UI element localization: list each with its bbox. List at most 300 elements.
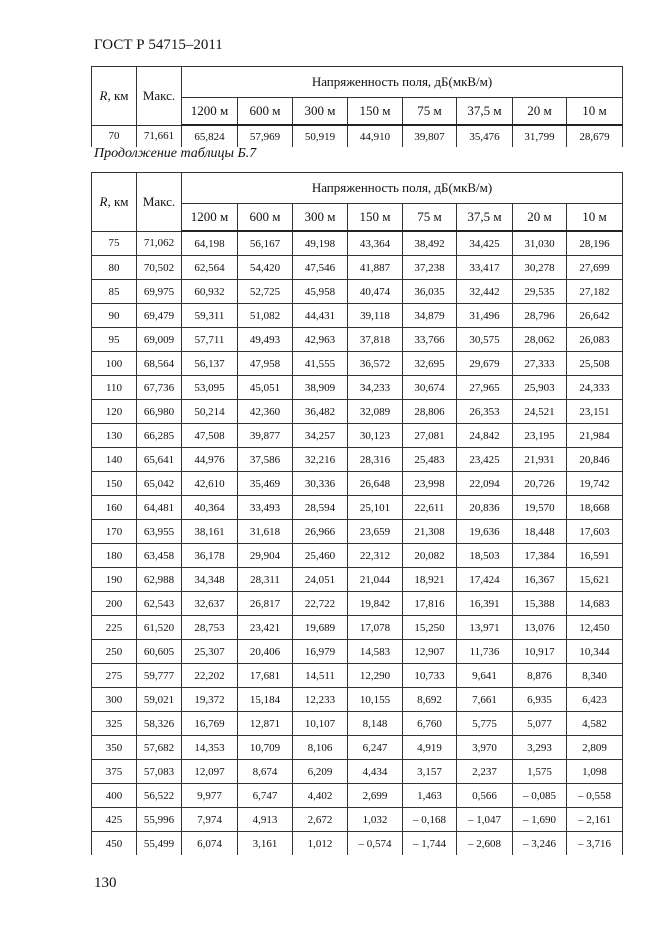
value-cell: 8,876 xyxy=(513,664,567,688)
max-value-cell: 58,326 xyxy=(137,712,182,736)
value-cell: 1,098 xyxy=(567,760,623,784)
column-header-r xyxy=(92,173,137,232)
value-cell: 39,118 xyxy=(348,304,403,328)
value-cell: – 2,161 xyxy=(567,808,623,832)
table-row xyxy=(92,448,623,472)
column-header-height: 10 м xyxy=(567,204,623,232)
value-cell: 18,448 xyxy=(513,520,567,544)
value-cell: 7,661 xyxy=(457,688,513,712)
column-header-r xyxy=(92,67,137,126)
value-cell: 9,977 xyxy=(182,784,238,808)
value-cell: 22,722 xyxy=(293,592,348,616)
distance-cell: 90 xyxy=(92,304,137,328)
value-cell: 28,806 xyxy=(403,400,457,424)
value-cell: 28,062 xyxy=(513,328,567,352)
distance-cell: 85 xyxy=(92,280,137,304)
value-cell: 43,364 xyxy=(348,231,403,256)
max-value-cell: 63,955 xyxy=(137,520,182,544)
value-cell: 45,051 xyxy=(238,376,293,400)
value-cell: 49,493 xyxy=(238,328,293,352)
value-cell: 44,431 xyxy=(293,304,348,328)
max-value-cell: 66,285 xyxy=(137,424,182,448)
value-cell: 4,582 xyxy=(567,712,623,736)
value-cell: 14,683 xyxy=(567,592,623,616)
value-cell: 23,151 xyxy=(567,400,623,424)
max-value-cell: 63,458 xyxy=(137,544,182,568)
value-cell: 34,348 xyxy=(182,568,238,592)
value-cell: 54,420 xyxy=(238,256,293,280)
distance-cell: 190 xyxy=(92,568,137,592)
value-cell: 19,372 xyxy=(182,688,238,712)
value-cell: 21,308 xyxy=(403,520,457,544)
distance-cell: 100 xyxy=(92,352,137,376)
table-row xyxy=(92,231,623,256)
max-value-cell: 68,564 xyxy=(137,352,182,376)
value-cell: – 0,574 xyxy=(348,832,403,856)
value-cell: 16,769 xyxy=(182,712,238,736)
distance-cell: 180 xyxy=(92,544,137,568)
value-cell: 6,747 xyxy=(238,784,293,808)
value-cell: 44,910 xyxy=(348,125,403,147)
table-continuation-title: Продолжение таблицы Б.7 xyxy=(94,146,257,161)
value-cell: 6,247 xyxy=(348,736,403,760)
value-cell: 23,659 xyxy=(348,520,403,544)
value-cell: 19,689 xyxy=(293,616,348,640)
value-cell: 26,966 xyxy=(293,520,348,544)
value-cell: 30,575 xyxy=(457,328,513,352)
value-cell: 32,216 xyxy=(293,448,348,472)
value-cell: 20,836 xyxy=(457,496,513,520)
value-cell: 23,425 xyxy=(457,448,513,472)
value-cell: 32,442 xyxy=(457,280,513,304)
value-cell: 35,476 xyxy=(457,125,513,147)
value-cell: 3,293 xyxy=(513,736,567,760)
value-cell: 14,583 xyxy=(348,640,403,664)
value-cell: 24,333 xyxy=(567,376,623,400)
value-cell: 20,846 xyxy=(567,448,623,472)
column-header-height: 75 м xyxy=(403,204,457,232)
column-header-height: 600 м xyxy=(238,204,293,232)
value-cell: 14,511 xyxy=(293,664,348,688)
table-row xyxy=(92,256,623,280)
value-cell: 23,998 xyxy=(403,472,457,496)
value-cell: – 3,246 xyxy=(513,832,567,856)
value-cell: 12,450 xyxy=(567,616,623,640)
max-value-cell: 65,641 xyxy=(137,448,182,472)
distance-cell: 80 xyxy=(92,256,137,280)
value-cell: 27,965 xyxy=(457,376,513,400)
value-cell: 40,474 xyxy=(348,280,403,304)
max-value-cell: 57,083 xyxy=(137,760,182,784)
value-cell: 25,903 xyxy=(513,376,567,400)
table-row xyxy=(92,784,623,808)
max-value-cell: 59,777 xyxy=(137,664,182,688)
value-cell: 38,161 xyxy=(182,520,238,544)
value-cell: 57,969 xyxy=(238,125,293,147)
value-cell: 13,076 xyxy=(513,616,567,640)
value-cell: 8,674 xyxy=(238,760,293,784)
value-cell: 41,555 xyxy=(293,352,348,376)
max-value-cell: 55,996 xyxy=(137,808,182,832)
table-row xyxy=(92,712,623,736)
value-cell: 21,931 xyxy=(513,448,567,472)
distance-cell: 350 xyxy=(92,736,137,760)
value-cell: 26,083 xyxy=(567,328,623,352)
column-header-height: 10 м xyxy=(567,98,623,126)
value-cell: 8,148 xyxy=(348,712,403,736)
max-value-cell: 69,479 xyxy=(137,304,182,328)
value-cell: 21,984 xyxy=(567,424,623,448)
column-header-r-unit: , км xyxy=(107,87,129,103)
value-cell: 23,421 xyxy=(238,616,293,640)
value-cell: 25,508 xyxy=(567,352,623,376)
value-cell: 13,971 xyxy=(457,616,513,640)
value-cell: 30,336 xyxy=(293,472,348,496)
value-cell: 39,807 xyxy=(403,125,457,147)
value-cell: 39,877 xyxy=(238,424,293,448)
value-cell: 2,809 xyxy=(567,736,623,760)
value-cell: 18,503 xyxy=(457,544,513,568)
header-row xyxy=(92,67,623,98)
value-cell: 30,123 xyxy=(348,424,403,448)
value-cell: – 1,047 xyxy=(457,808,513,832)
value-cell: 10,709 xyxy=(238,736,293,760)
value-cell: 28,679 xyxy=(567,125,623,147)
value-cell: 1,032 xyxy=(348,808,403,832)
value-cell: 6,209 xyxy=(293,760,348,784)
max-value-cell: 65,042 xyxy=(137,472,182,496)
value-cell: – 0,168 xyxy=(403,808,457,832)
table-row xyxy=(92,496,623,520)
value-cell: 16,979 xyxy=(293,640,348,664)
column-header-height: 20 м xyxy=(513,98,567,126)
table-row xyxy=(92,424,623,448)
value-cell: 11,736 xyxy=(457,640,513,664)
value-cell: 26,353 xyxy=(457,400,513,424)
max-value-cell: 64,481 xyxy=(137,496,182,520)
column-header-height: 150 м xyxy=(348,204,403,232)
value-cell: 17,424 xyxy=(457,568,513,592)
value-cell: 50,214 xyxy=(182,400,238,424)
value-cell: 30,674 xyxy=(403,376,457,400)
value-cell: 31,496 xyxy=(457,304,513,328)
value-cell: 15,388 xyxy=(513,592,567,616)
table-row xyxy=(92,304,623,328)
table-row xyxy=(92,664,623,688)
value-cell: 22,611 xyxy=(403,496,457,520)
column-header-r-symbol: R xyxy=(99,193,108,209)
value-cell: 49,198 xyxy=(293,231,348,256)
value-cell: 2,672 xyxy=(293,808,348,832)
distance-cell: 200 xyxy=(92,592,137,616)
distance-cell: 160 xyxy=(92,496,137,520)
value-cell: 50,919 xyxy=(293,125,348,147)
column-header-height: 150 м xyxy=(348,98,403,126)
value-cell: 4,402 xyxy=(293,784,348,808)
value-cell: 19,636 xyxy=(457,520,513,544)
value-cell: 17,078 xyxy=(348,616,403,640)
max-value-cell: 69,009 xyxy=(137,328,182,352)
value-cell: 26,817 xyxy=(238,592,293,616)
value-cell: 56,137 xyxy=(182,352,238,376)
value-cell: 17,603 xyxy=(567,520,623,544)
value-cell: 6,423 xyxy=(567,688,623,712)
value-cell: 47,508 xyxy=(182,424,238,448)
value-cell: 42,610 xyxy=(182,472,238,496)
value-cell: 28,196 xyxy=(567,231,623,256)
max-value-cell: 62,988 xyxy=(137,568,182,592)
value-cell: 42,360 xyxy=(238,400,293,424)
value-cell: 37,238 xyxy=(403,256,457,280)
document-header: ГОСТ Р 54715–2011 xyxy=(94,37,223,53)
value-cell: – 1,690 xyxy=(513,808,567,832)
value-cell: 23,195 xyxy=(513,424,567,448)
distance-cell: 300 xyxy=(92,688,137,712)
value-cell: 36,035 xyxy=(403,280,457,304)
value-cell: 28,796 xyxy=(513,304,567,328)
distance-cell: 250 xyxy=(92,640,137,664)
value-cell: 35,469 xyxy=(238,472,293,496)
value-cell: 44,976 xyxy=(182,448,238,472)
value-cell: 12,233 xyxy=(293,688,348,712)
table-row xyxy=(92,376,623,400)
table-row xyxy=(92,328,623,352)
value-cell: 10,155 xyxy=(348,688,403,712)
value-cell: 52,725 xyxy=(238,280,293,304)
distance-cell: 75 xyxy=(92,231,137,256)
value-cell: 62,564 xyxy=(182,256,238,280)
value-cell: 18,921 xyxy=(403,568,457,592)
value-cell: 6,935 xyxy=(513,688,567,712)
value-cell: 34,425 xyxy=(457,231,513,256)
value-cell: – 0,558 xyxy=(567,784,623,808)
value-cell: 29,535 xyxy=(513,280,567,304)
value-cell: 0,566 xyxy=(457,784,513,808)
value-cell: 3,970 xyxy=(457,736,513,760)
value-cell: 9,641 xyxy=(457,664,513,688)
value-cell: 37,818 xyxy=(348,328,403,352)
value-cell: 18,668 xyxy=(567,496,623,520)
column-header-height: 37,5 м xyxy=(457,204,513,232)
distance-cell: 150 xyxy=(92,472,137,496)
column-header-height: 1200 м xyxy=(182,204,238,232)
table-row xyxy=(92,760,623,784)
value-cell: 28,594 xyxy=(293,496,348,520)
value-cell: 29,679 xyxy=(457,352,513,376)
distance-cell: 450 xyxy=(92,832,137,856)
value-cell: 31,030 xyxy=(513,231,567,256)
value-cell: 16,367 xyxy=(513,568,567,592)
table-row xyxy=(92,520,623,544)
value-cell: 1,463 xyxy=(403,784,457,808)
value-cell: – 3,716 xyxy=(567,832,623,856)
value-cell: 15,184 xyxy=(238,688,293,712)
value-cell: 47,546 xyxy=(293,256,348,280)
value-cell: 3,161 xyxy=(238,832,293,856)
table-row xyxy=(92,472,623,496)
value-cell: 65,824 xyxy=(182,125,238,147)
table-row xyxy=(92,280,623,304)
value-cell: 38,492 xyxy=(403,231,457,256)
column-header-max: Макс. xyxy=(137,67,182,126)
max-value-cell: 67,736 xyxy=(137,376,182,400)
distance-cell: 400 xyxy=(92,784,137,808)
value-cell: 27,081 xyxy=(403,424,457,448)
value-cell: 53,095 xyxy=(182,376,238,400)
table-row xyxy=(92,640,623,664)
max-value-cell: 62,543 xyxy=(137,592,182,616)
value-cell: 36,178 xyxy=(182,544,238,568)
value-cell: 34,233 xyxy=(348,376,403,400)
value-cell: 34,257 xyxy=(293,424,348,448)
value-cell: 4,919 xyxy=(403,736,457,760)
table-row xyxy=(92,352,623,376)
value-cell: 27,182 xyxy=(567,280,623,304)
value-cell: 19,570 xyxy=(513,496,567,520)
value-cell: 20,082 xyxy=(403,544,457,568)
value-cell: 22,312 xyxy=(348,544,403,568)
value-cell: 36,572 xyxy=(348,352,403,376)
column-header-field-strength: Напряженность поля, дБ(мкВ/м) xyxy=(182,67,623,98)
value-cell: 42,963 xyxy=(293,328,348,352)
value-cell: 24,051 xyxy=(293,568,348,592)
table-row xyxy=(92,125,623,147)
table-row xyxy=(92,592,623,616)
value-cell: 5,775 xyxy=(457,712,513,736)
value-cell: 45,958 xyxy=(293,280,348,304)
value-cell: 34,879 xyxy=(403,304,457,328)
distance-cell: 170 xyxy=(92,520,137,544)
value-cell: 24,521 xyxy=(513,400,567,424)
value-cell: 28,316 xyxy=(348,448,403,472)
value-cell: 6,074 xyxy=(182,832,238,856)
max-value-cell: 56,522 xyxy=(137,784,182,808)
column-header-height: 75 м xyxy=(403,98,457,126)
value-cell: 57,711 xyxy=(182,328,238,352)
distance-cell: 130 xyxy=(92,424,137,448)
distance-cell: 140 xyxy=(92,448,137,472)
column-header-r-unit: , км xyxy=(107,193,129,209)
value-cell: 4,434 xyxy=(348,760,403,784)
page-number: 130 xyxy=(94,875,117,891)
value-cell: – 0,085 xyxy=(513,784,567,808)
value-cell: 6,760 xyxy=(403,712,457,736)
column-header-field-strength: Напряженность поля, дБ(мкВ/м) xyxy=(182,173,623,204)
value-cell: 20,406 xyxy=(238,640,293,664)
value-cell: 32,695 xyxy=(403,352,457,376)
distance-cell: 275 xyxy=(92,664,137,688)
value-cell: 1,012 xyxy=(293,832,348,856)
value-cell: 1,575 xyxy=(513,760,567,784)
value-cell: 60,932 xyxy=(182,280,238,304)
value-cell: 64,198 xyxy=(182,231,238,256)
value-cell: 15,250 xyxy=(403,616,457,640)
value-cell: 14,353 xyxy=(182,736,238,760)
value-cell: 31,799 xyxy=(513,125,567,147)
max-value-cell: 66,980 xyxy=(137,400,182,424)
max-value-cell: 59,021 xyxy=(137,688,182,712)
column-header-height: 20 м xyxy=(513,204,567,232)
value-cell: 17,681 xyxy=(238,664,293,688)
value-cell: 28,753 xyxy=(182,616,238,640)
value-cell: 56,167 xyxy=(238,231,293,256)
value-cell: 10,917 xyxy=(513,640,567,664)
table-row xyxy=(92,832,623,856)
value-cell: 12,907 xyxy=(403,640,457,664)
distance-cell: 95 xyxy=(92,328,137,352)
value-cell: 8,692 xyxy=(403,688,457,712)
value-cell: 12,097 xyxy=(182,760,238,784)
value-cell: 37,586 xyxy=(238,448,293,472)
value-cell: 2,237 xyxy=(457,760,513,784)
value-cell: – 2,608 xyxy=(457,832,513,856)
value-cell: 7,974 xyxy=(182,808,238,832)
value-cell: 20,726 xyxy=(513,472,567,496)
value-cell: 2,699 xyxy=(348,784,403,808)
value-cell: 32,089 xyxy=(348,400,403,424)
table-row xyxy=(92,544,623,568)
value-cell: 16,591 xyxy=(567,544,623,568)
max-value-cell: 69,975 xyxy=(137,280,182,304)
distance-cell: 70 xyxy=(92,125,137,147)
value-cell: 25,460 xyxy=(293,544,348,568)
distance-cell: 225 xyxy=(92,616,137,640)
value-cell: 26,648 xyxy=(348,472,403,496)
distance-cell: 120 xyxy=(92,400,137,424)
value-cell: 47,958 xyxy=(238,352,293,376)
value-cell: 22,202 xyxy=(182,664,238,688)
column-header-r-symbol: R xyxy=(99,87,108,103)
value-cell: 36,482 xyxy=(293,400,348,424)
column-header-max: Макс. xyxy=(137,173,182,232)
value-cell: 12,290 xyxy=(348,664,403,688)
column-header-height: 300 м xyxy=(293,98,348,126)
column-header-height: 600 м xyxy=(238,98,293,126)
value-cell: 59,311 xyxy=(182,304,238,328)
value-cell: 33,417 xyxy=(457,256,513,280)
value-cell: 8,340 xyxy=(567,664,623,688)
table-row xyxy=(92,736,623,760)
value-cell: 51,082 xyxy=(238,304,293,328)
value-cell: 17,816 xyxy=(403,592,457,616)
value-cell: 33,493 xyxy=(238,496,293,520)
value-cell: 27,699 xyxy=(567,256,623,280)
value-cell: 3,157 xyxy=(403,760,457,784)
value-cell: 32,637 xyxy=(182,592,238,616)
field-strength-table xyxy=(91,172,623,855)
value-cell: 38,909 xyxy=(293,376,348,400)
value-cell: 27,333 xyxy=(513,352,567,376)
value-cell: 40,364 xyxy=(182,496,238,520)
value-cell: 30,278 xyxy=(513,256,567,280)
column-header-height: 1200 м xyxy=(182,98,238,126)
max-value-cell: 71,661 xyxy=(137,125,182,147)
value-cell: 31,618 xyxy=(238,520,293,544)
value-cell: 22,094 xyxy=(457,472,513,496)
table-row xyxy=(92,568,623,592)
value-cell: 25,101 xyxy=(348,496,403,520)
value-cell: 17,384 xyxy=(513,544,567,568)
max-value-cell: 61,520 xyxy=(137,616,182,640)
value-cell: 5,077 xyxy=(513,712,567,736)
value-cell: 8,106 xyxy=(293,736,348,760)
distance-cell: 375 xyxy=(92,760,137,784)
value-cell: 21,044 xyxy=(348,568,403,592)
max-value-cell: 60,605 xyxy=(137,640,182,664)
value-cell: 19,842 xyxy=(348,592,403,616)
value-cell: – 1,744 xyxy=(403,832,457,856)
column-header-height: 37,5 м xyxy=(457,98,513,126)
